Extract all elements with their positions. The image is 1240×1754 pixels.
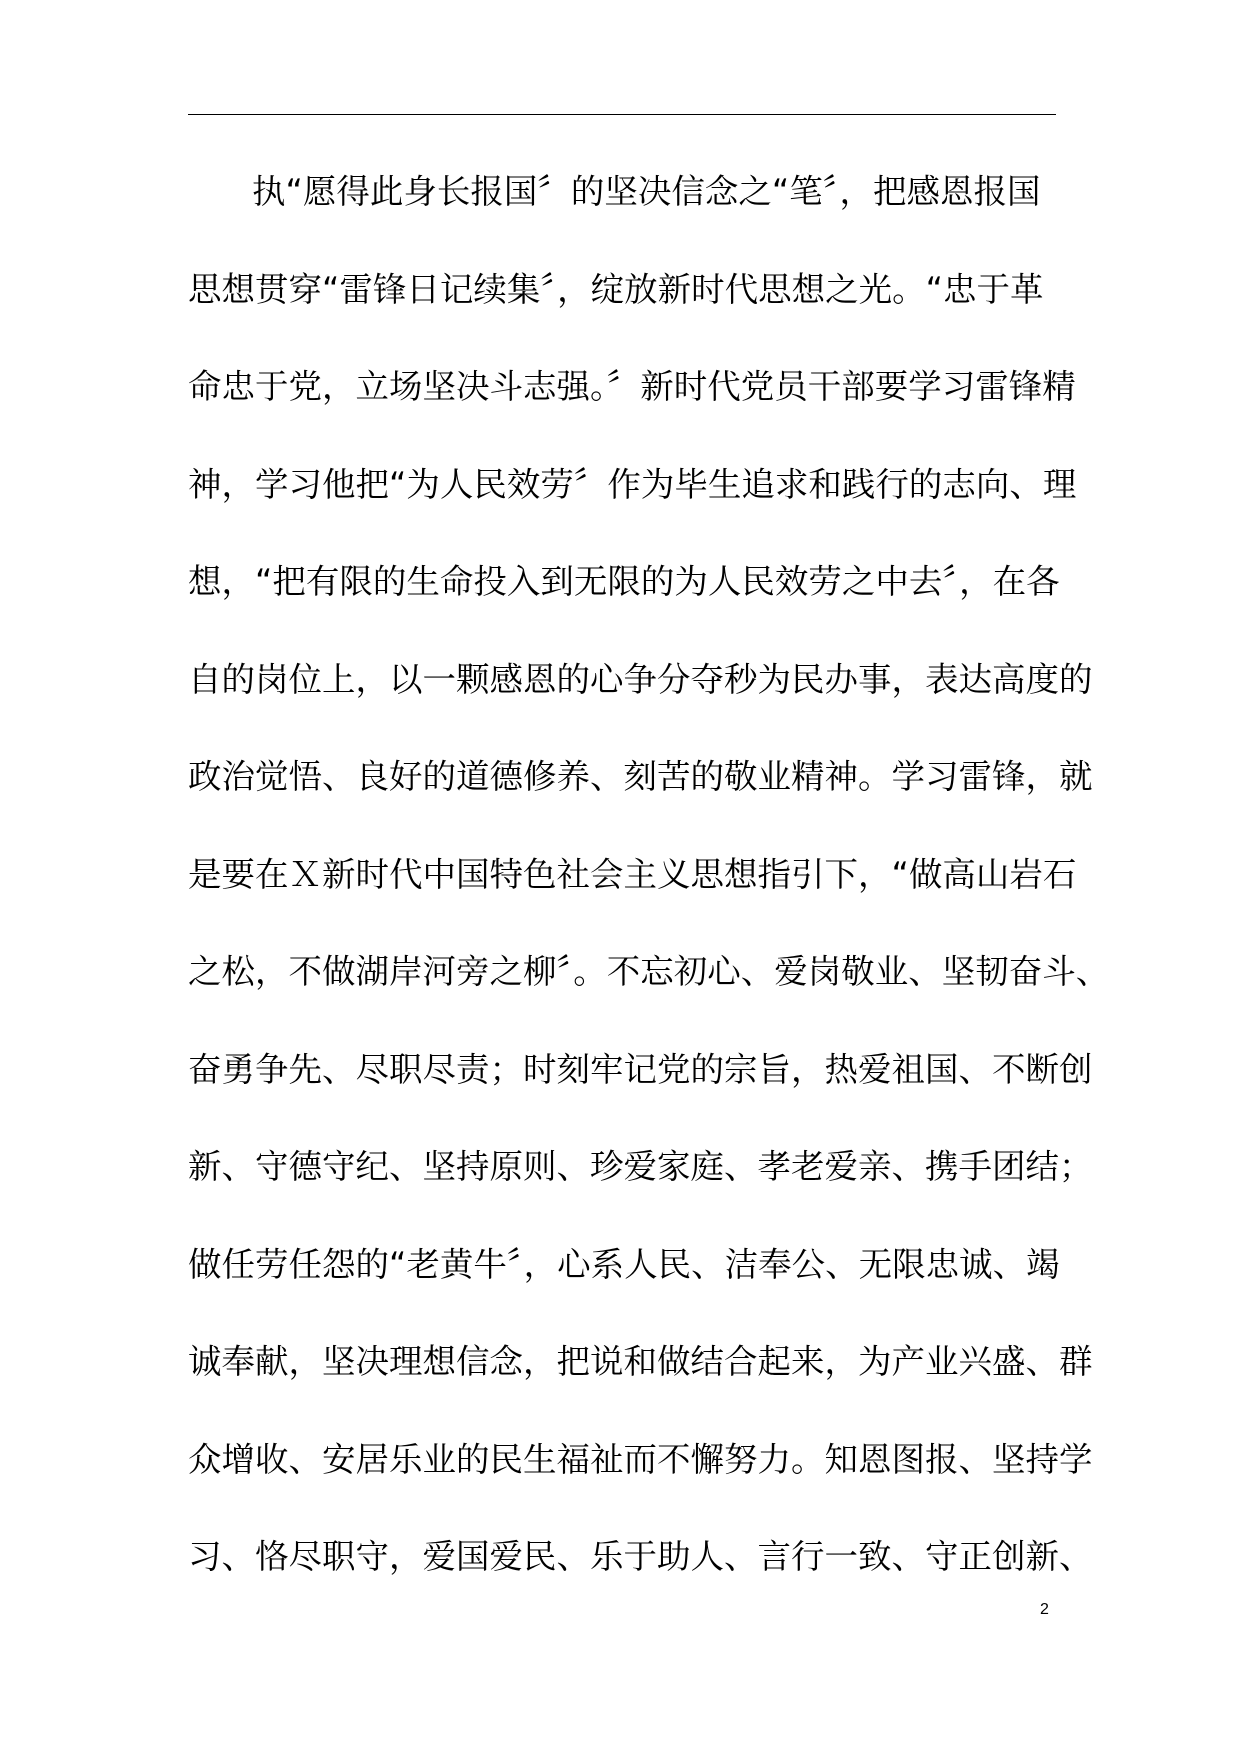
paragraph-line: 想，“把有限的生命投入到无限的为人民效劳之中去〞，在各 — [188, 562, 1060, 601]
paragraph-line: 是要在Ｘ新时代中国特色社会主义思想指引下，“做高山岩石 — [188, 854, 1077, 894]
paragraph-line: 众增收、安居乐业的民生福祉而不懈努力。知恩图报、坚持学 — [188, 1439, 1093, 1479]
paragraph-line: 习、恪尽职守，爱国爱民、乐于助人、言行一致、守正创新、 — [188, 1537, 1093, 1576]
paragraph-line: 自的岗位上，以一颗感恩的心争分夺秒为民办事，表达高度的 — [188, 659, 1093, 699]
paragraph-line: 神，学习他把“为人民效劳〞作为毕生追求和践行的志向、理 — [188, 464, 1077, 504]
paragraph-line: 思想贯穿“雷锋日记续集〞，绽放新时代思想之光。“忠于革 — [188, 269, 1044, 309]
body-paragraph — [188, 172, 1110, 1635]
paragraph-line: 之松，不做湖岸河旁之柳〞。不忘初心、爱岗敬业、坚韧奋斗、 — [188, 952, 1110, 991]
paragraph-line: 执“愿得此身长报国〞的坚决信念之“笔〞，把感恩报国 — [252, 172, 1041, 211]
paragraph-line: 政治觉悟、良好的道德修养、刻苦的敬业精神。学习雷锋，就 — [188, 757, 1093, 796]
paragraph-line: 命忠于党，立场坚决斗志强。〞新时代党员干部要学习雷锋精 — [188, 367, 1076, 406]
paragraph-line: 奋勇争先、尽职尽责；时刻牢记党的宗旨，热爱祖国、不断创 — [188, 1049, 1093, 1089]
page-number: 2 — [1040, 1601, 1049, 1618]
paragraph-line: 新、守德守纪、坚持原则、珍爱家庭、孝老爱亲、携手团结； — [188, 1147, 1093, 1186]
header-divider — [188, 114, 1056, 115]
paragraph-line: 做任劳任怨的“老黄牛〞，心系人民、洁奉公、无限忠诚、竭 — [188, 1244, 1060, 1284]
paragraph-line: 诚奉献，坚决理想信念，把说和做结合起来，为产业兴盛、群 — [188, 1342, 1093, 1381]
